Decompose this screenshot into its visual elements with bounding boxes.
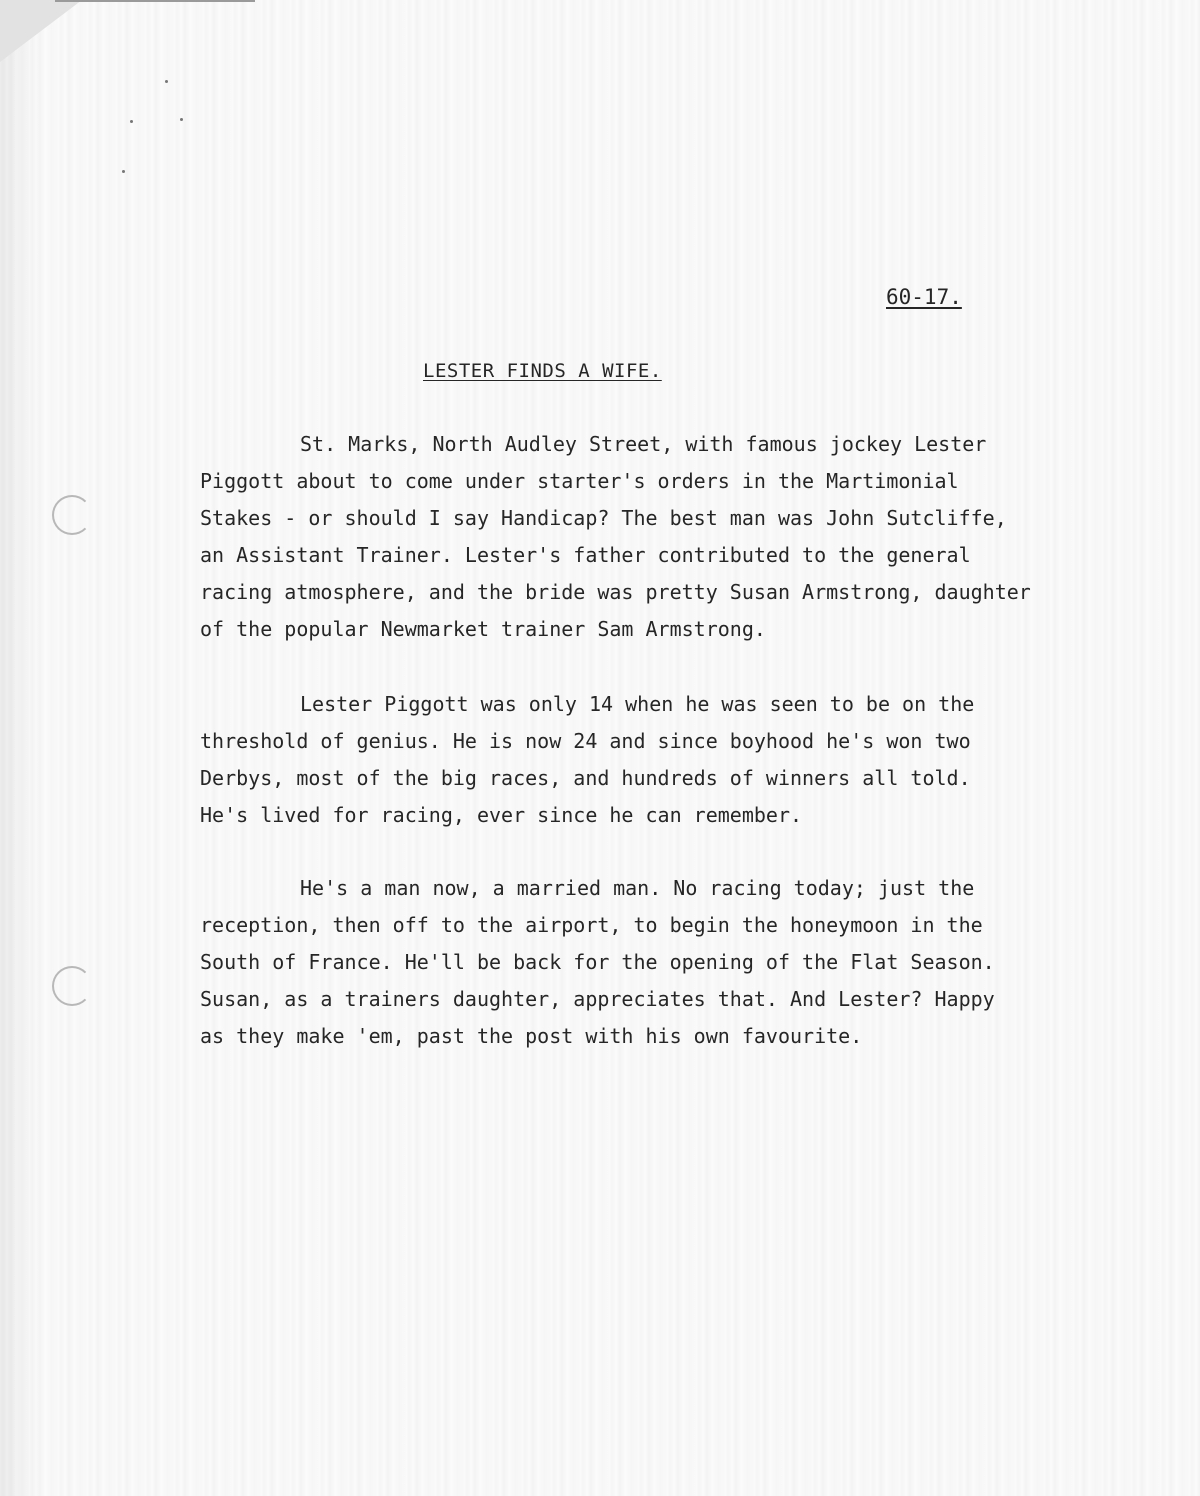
text-line: South of France. He'll be back for the opening of the Flat Season. [200, 950, 995, 974]
page-number: 60-17. [886, 285, 962, 309]
text-line: St. Marks, North Audley Street, with famous jockey Lester [300, 432, 987, 456]
fold-crease-line [55, 0, 255, 2]
text-line: He's a man now, a married man. No racing today; just the [300, 876, 975, 900]
punch-hole-bottom [52, 966, 92, 1006]
text-line: of the popular Newmarket trainer Sam Armstrong. [200, 617, 766, 641]
text-line: Derbys, most of the big races, and hundreds of winners all told. [200, 766, 971, 790]
paragraph-1 [200, 426, 1080, 648]
paragraph-2 [200, 686, 1080, 834]
paragraph-3 [200, 870, 1080, 1055]
text-line: an Assistant Trainer. Lester's father contributed to the general [200, 543, 971, 567]
paper-speck [180, 118, 183, 121]
paper-speck [165, 80, 168, 83]
text-line: Stakes - or should I say Handicap? The best man was John Sutcliffe, [200, 506, 1007, 530]
paper-speck [122, 170, 125, 173]
text-line: Piggott about to come under starter's orders in the Martimonial [200, 469, 959, 493]
text-line: Lester Piggott was only 14 when he was seen to be on the [300, 692, 975, 716]
text-line: as they make 'em, past the post with his own favourite. [200, 1024, 863, 1048]
text-line: reception, then off to the airport, to begin the honeymoon in the [200, 913, 983, 937]
text-line: He's lived for racing, ever since he can remember. [200, 803, 803, 827]
paper-speck [130, 120, 133, 123]
folded-corner [0, 0, 82, 62]
punch-hole-top [52, 495, 92, 535]
text-line: racing atmosphere, and the bride was pretty Susan Armstrong, daughter [200, 580, 1031, 604]
text-line: Susan, as a trainers daughter, appreciates that. And Lester? Happy [200, 987, 995, 1011]
text-line: threshold of genius. He is now 24 and since boyhood he's won two [200, 729, 971, 753]
document-title: LESTER FINDS A WIFE. [423, 360, 662, 382]
